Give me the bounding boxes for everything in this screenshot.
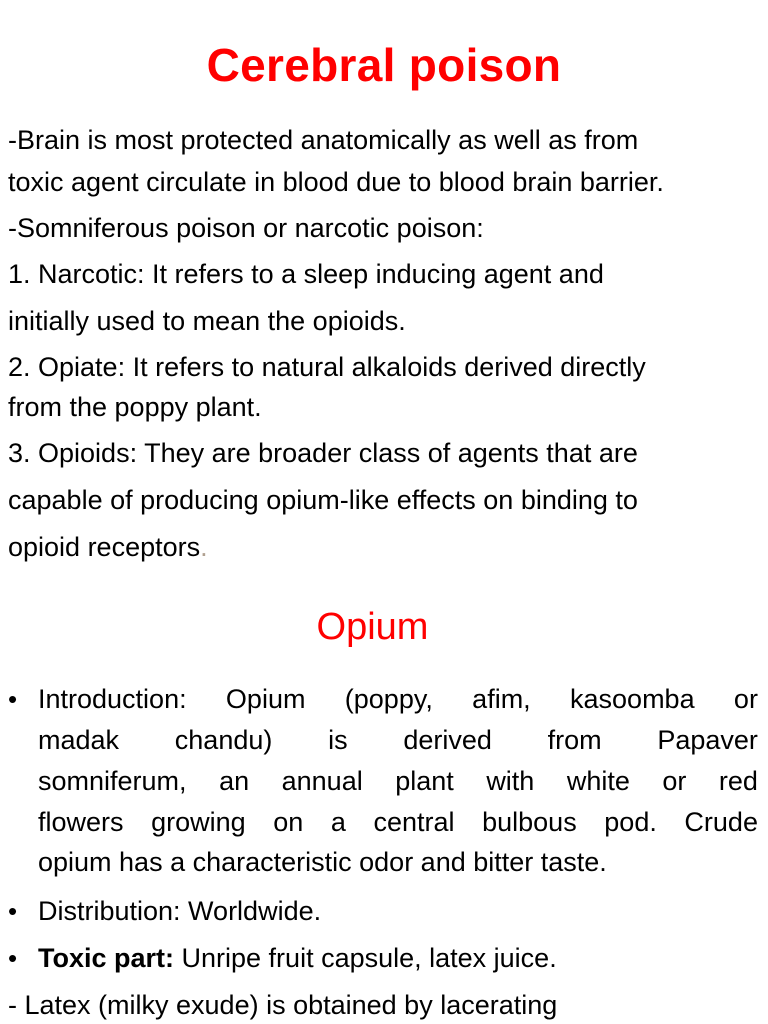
word: derived	[403, 725, 492, 755]
introduction-row-4	[38, 806, 758, 838]
word: a	[330, 807, 346, 837]
introduction-row-3	[38, 765, 758, 797]
word: plant	[395, 766, 454, 796]
trailing-period: .	[200, 532, 208, 562]
bullet-icon: •	[8, 943, 18, 973]
opioids-definition-line-3	[8, 531, 208, 563]
intro-line-1: -Brain is most protected anatomically as well as from	[8, 125, 639, 155]
word: red	[718, 766, 758, 796]
word: from	[547, 725, 602, 755]
toxic-part-line	[38, 942, 758, 974]
distribution-line: Distribution: Worldwide.	[38, 896, 322, 926]
word: Opium	[225, 684, 306, 714]
word: white	[566, 766, 630, 796]
bullet-icon: •	[8, 896, 18, 926]
intro-line-2: toxic agent circulate in blood due to blood brain barrier.	[8, 167, 664, 197]
introduction-row-2	[38, 724, 758, 756]
word: Introduction:	[38, 684, 187, 714]
word: Papaver	[657, 725, 758, 755]
toxic-part-value: Unripe fruit capsule, latex juice.	[174, 943, 557, 973]
opiate-definition-line-2: from the poppy plant.	[8, 392, 262, 422]
word: central	[373, 807, 455, 837]
word: madak	[38, 725, 120, 755]
opiate-definition-line-1: 2. Opiate: It refers to natural alkaloids derived directly	[8, 352, 646, 382]
word: annual	[281, 766, 363, 796]
intro-line-3: -Somniferous poison or narcotic poison:	[8, 213, 484, 243]
word: or	[662, 766, 687, 796]
word: afim,	[472, 684, 531, 714]
page-title: Cerebral poison	[206, 39, 562, 91]
word: pod.	[604, 807, 657, 837]
opioids-definition-text: opioid receptors	[8, 532, 201, 562]
word: Crude	[684, 807, 758, 837]
word: (poppy,	[344, 684, 433, 714]
word: bulbous	[482, 807, 577, 837]
word: chandu)	[174, 725, 273, 755]
latex-line: - Latex (milky exude) is obtained by lacerating	[8, 990, 558, 1020]
opioids-definition-line-1: 3. Opioids: They are broader class of agents that are	[8, 438, 638, 468]
word: is	[328, 725, 348, 755]
introduction-row-1	[38, 683, 758, 715]
word: an	[219, 766, 250, 796]
toxic-part-label: Toxic part:	[38, 943, 175, 973]
narcotic-definition-line-2: initially used to mean the opioids.	[8, 306, 406, 336]
narcotic-definition-line-1: 1. Narcotic: It refers to a sleep inducing agent and	[8, 259, 604, 289]
word: somniferum,	[38, 766, 187, 796]
word: with	[486, 766, 535, 796]
bullet-icon: •	[8, 684, 18, 714]
word: kasoomba	[570, 684, 695, 714]
introduction-row-5: opium has a characteristic odor and bitter taste.	[38, 847, 607, 877]
word: or	[733, 684, 758, 714]
section-heading-opium: Opium	[316, 606, 429, 648]
word: on	[273, 807, 304, 837]
word: growing	[151, 807, 246, 837]
word: flowers	[38, 807, 124, 837]
opioids-definition-line-2: capable of producing opium-like effects on binding to	[8, 485, 638, 515]
